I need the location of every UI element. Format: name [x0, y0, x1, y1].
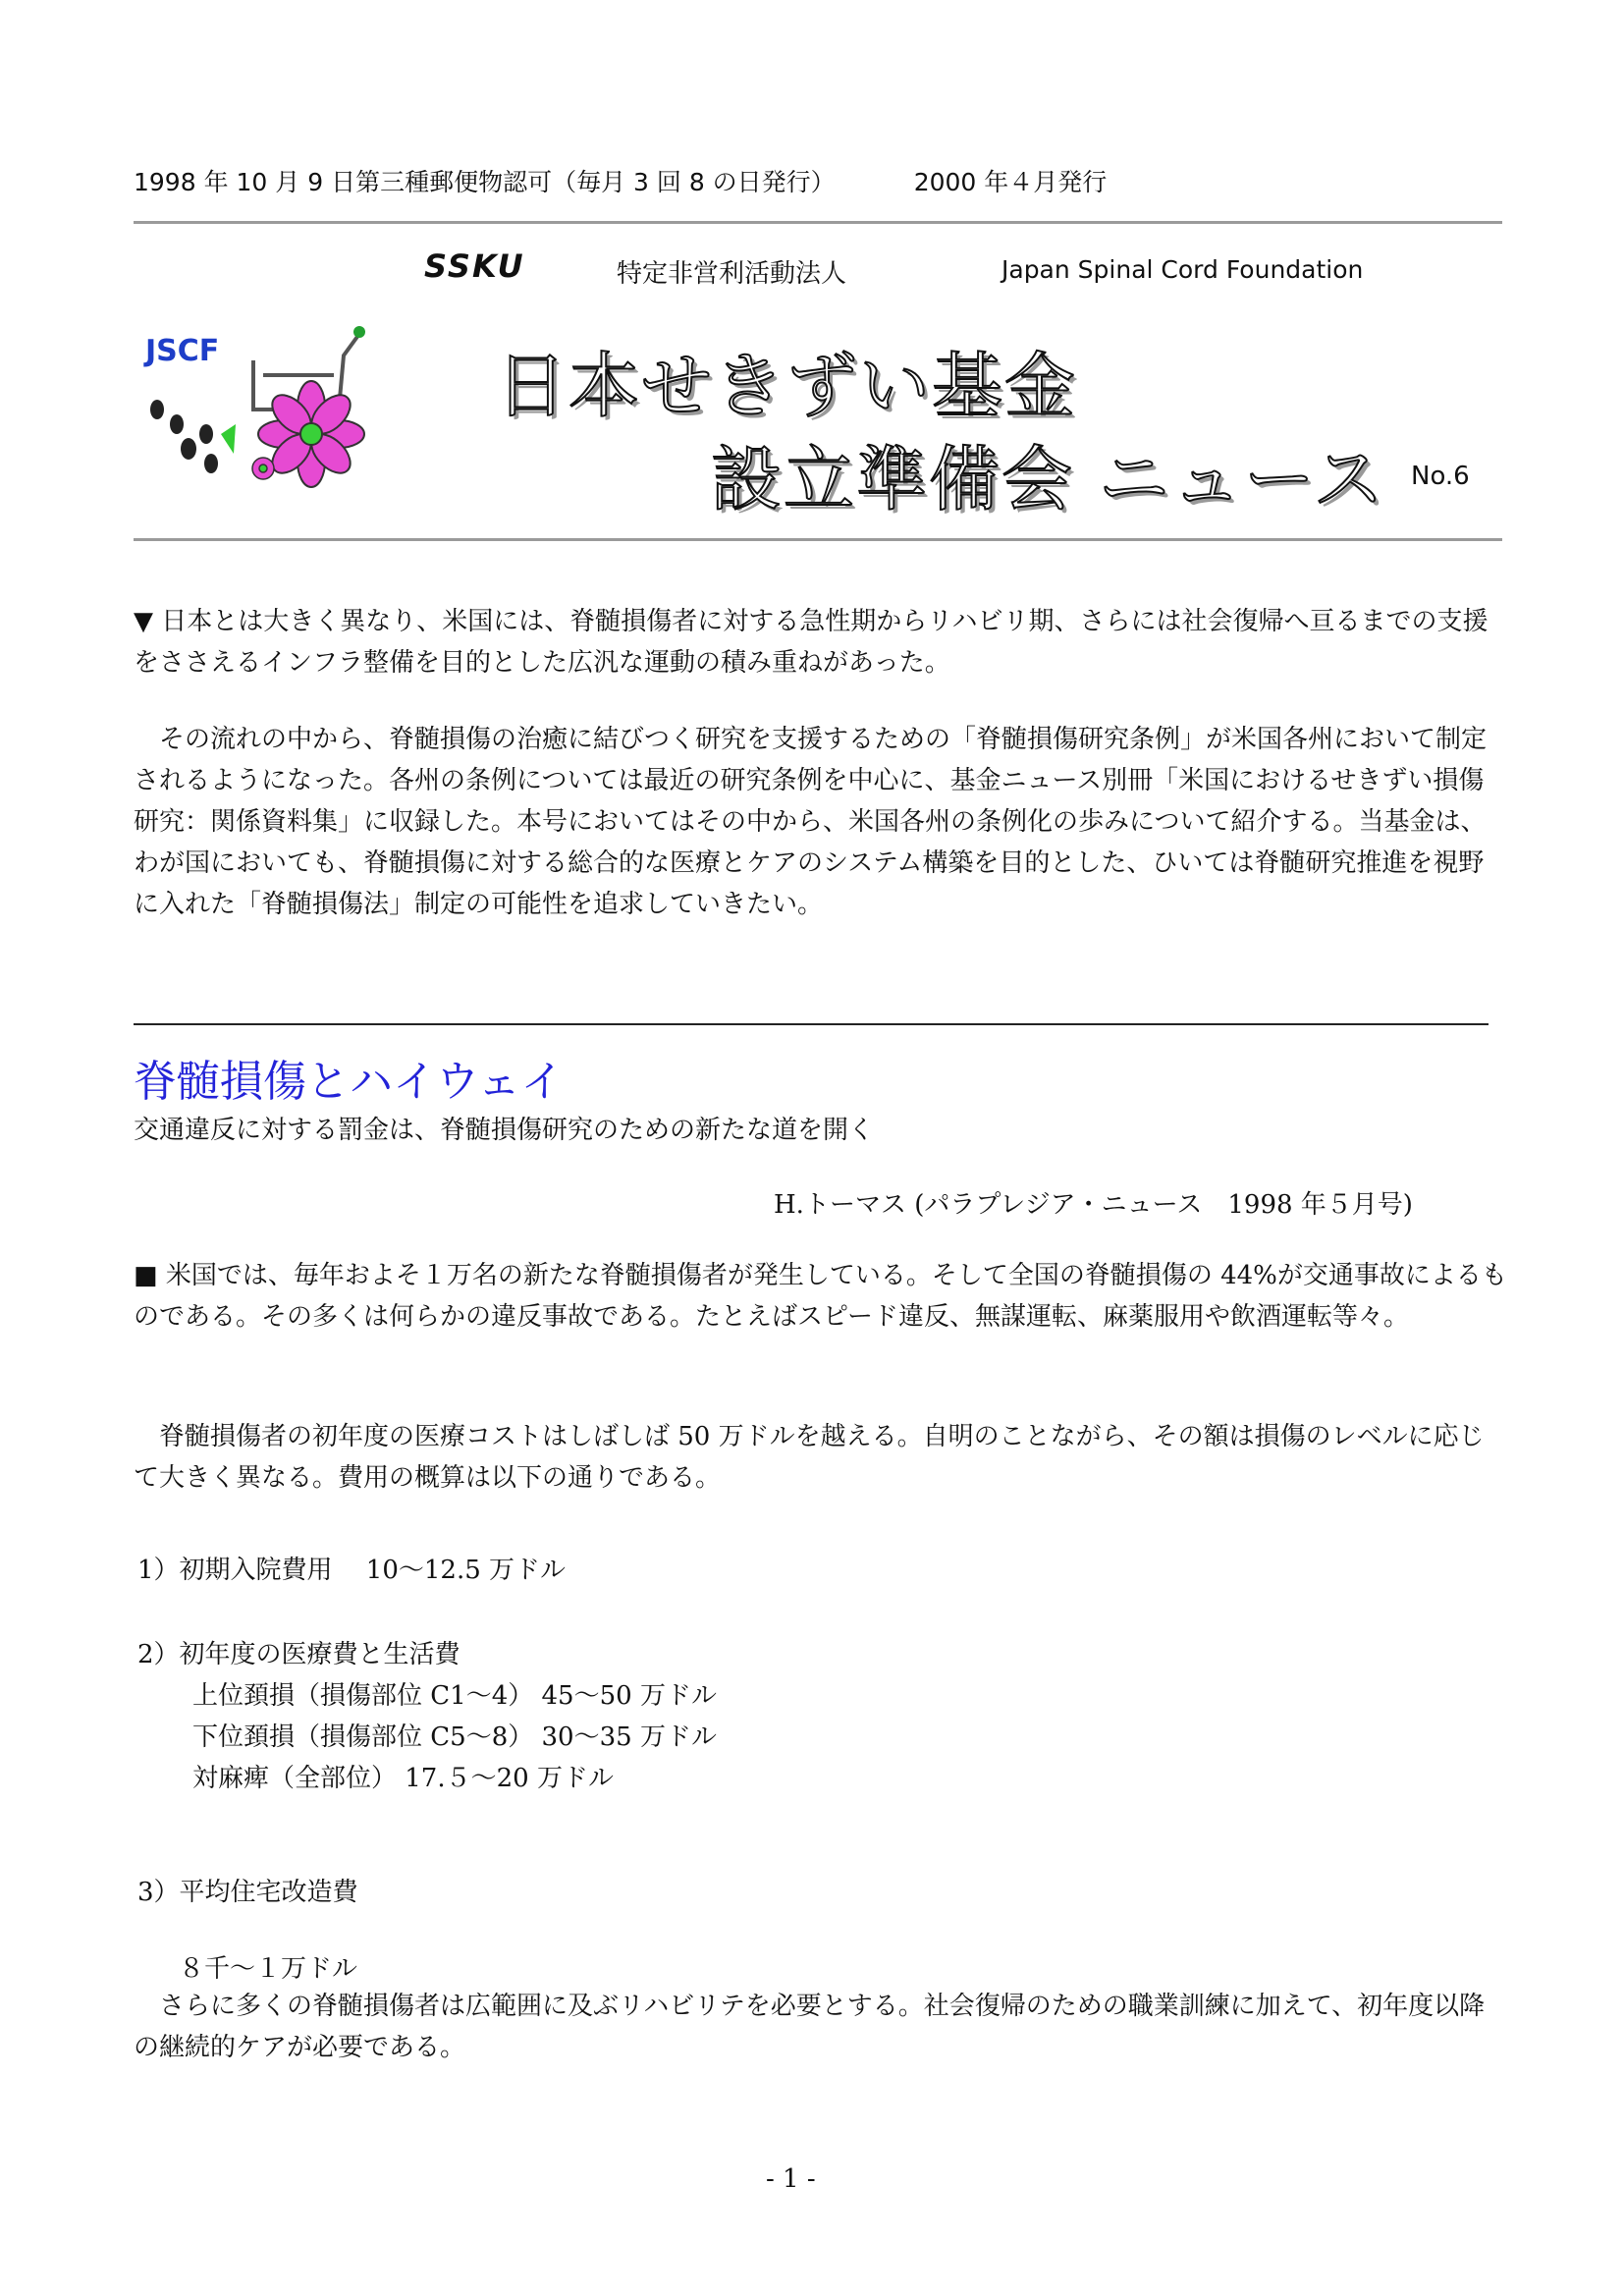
postal-permit-text: 1998 年 10 月 9 日第三種郵便物認可（毎月 3 回 8 の日発行） — [134, 168, 836, 196]
cost-item-2-paraplegia: 対麻痺（全部位） 17.５〜20 万ドル — [192, 1764, 614, 1793]
intro-lead-paragraph: ▼ 日本とは大きく異なり、米国には、脊髄損傷者に対する急性期からリハビリ期、さらには社会復帰へ亘るまでの支援をささえるインフラ整備を目的とした広汎な運動の積み重ねがあった。 — [134, 607, 1489, 678]
cost-item-3-value: ８千〜１万ドル — [179, 1954, 358, 1984]
article-paragraph-1: ■ 米国では、毎年およそ１万名の新たな脊髄損傷者が発生している。そして全国の脊髄損傷の 44%が交通事故によるものである。その多くは何らかの違反事故である。たとえばスピード違反、無謀運転、麻薬服用や飲酒運転等々。 — [134, 1261, 1507, 1332]
header-top-rule — [134, 221, 1502, 224]
issue-number: No.6 — [1411, 462, 1470, 491]
cost-item-1: 1）初期入院費用 10〜12.5 万ドル — [137, 1556, 567, 1585]
article-byline: H.トーマス (パラプレジア・ニュース 1998 年５月号) — [774, 1190, 1413, 1220]
org-abbreviation: SSKU — [424, 247, 525, 285]
newsletter-title-line2: 設立準備会 ニュース — [711, 438, 1386, 520]
article-subtitle: 交通違反に対する罰金は、脊髄損傷研究のための新たな道を開く — [134, 1116, 875, 1145]
org-type: 特定非営利活動法人 — [617, 259, 847, 289]
article-paragraph-2: 脊髄損傷者の初年度の医療コストはしばしば 50 万ドルを越える。自明のことながら、その額は損傷のレベルに応じて大きく異なる。費用の概算は以下の通りである。 — [134, 1422, 1485, 1493]
jscf-wheelchair-flower-logo — [137, 316, 393, 493]
small-flower-icon — [252, 458, 274, 479]
section-divider — [134, 1023, 1489, 1025]
intro-body-paragraph: その流れの中から、脊髄損傷の治癒に結びつく研究を支援するための「脊髄損傷研究条例」が米国各州において制定されるようになった。各州の条例については最近の研究条例を中心に、基金ニュース別冊「米国におけるせきずい損傷研究：関係資料集」に収録した。本号においてはその中から、米国各州の条例化の歩みについて紹介する。当基金は、わが国においても、脊髄損傷に対する総合的な医療とケアのシステム構築を目的とした、ひいては脊髄研究推進を視野に入れた「脊髄損傷法」制定の可能性を追求していきたい。 — [134, 725, 1488, 919]
footprints-icon — [150, 400, 236, 473]
logo-text: JSCF — [145, 334, 220, 368]
page-number: - 1 - — [766, 2164, 816, 2194]
article-paragraph-3: さらに多くの脊髄損傷者は広範囲に及ぶリハビリテを必要とする。社会復帰のための職業訓練に加えて、初年度以降の継続的ケアが必要である。 — [134, 1992, 1486, 2062]
cost-item-3: 3）平均住宅改造費 — [137, 1878, 358, 1907]
article-title: 脊髄損傷とハイウェイ — [134, 1057, 565, 1107]
cost-item-2: 2）初年度の医療費と生活費 — [137, 1640, 460, 1669]
issue-date: 2000 年４月発行 — [913, 168, 1108, 196]
cost-item-2-lower-cervical: 下位頚損（損傷部位 C5〜8） 30〜35 万ドル — [192, 1722, 717, 1752]
org-english-name: Japan Spinal Cord Foundation — [1001, 255, 1364, 284]
postal-permit-line — [134, 163, 1107, 198]
cost-item-2-upper-cervical: 上位頚損（損傷部位 C1〜4） 45〜50 万ドル — [192, 1681, 717, 1711]
header-bottom-rule — [134, 538, 1502, 541]
newsletter-title-line1: 日本せきずい基金 — [496, 345, 1078, 427]
